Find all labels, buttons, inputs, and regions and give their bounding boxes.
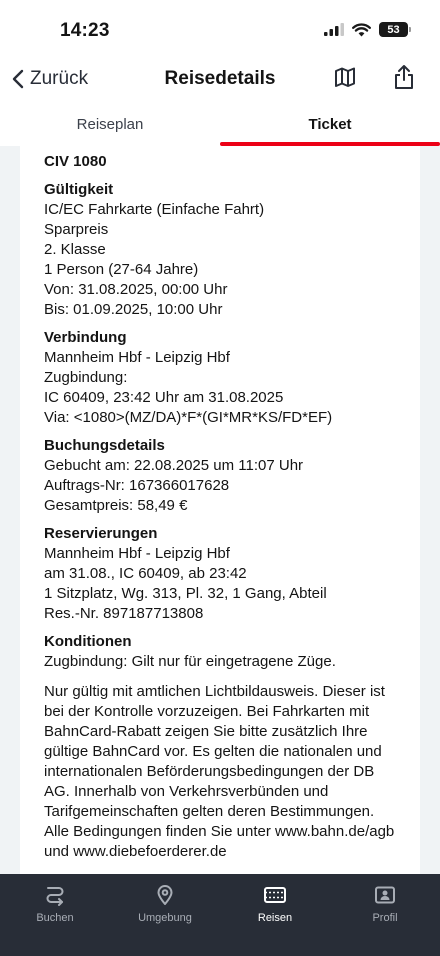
connection-section bbox=[44, 328, 396, 428]
navigation-bar bbox=[0, 58, 440, 100]
validity-line: 2. Klasse bbox=[44, 241, 106, 258]
ticket-details-card bbox=[20, 146, 420, 874]
tabbar-label: Umgebung bbox=[138, 912, 192, 924]
profile-card-icon bbox=[374, 884, 396, 906]
ticket-icon bbox=[263, 884, 287, 906]
tabbar-item-buchen[interactable] bbox=[0, 884, 110, 956]
share-button[interactable] bbox=[393, 64, 415, 95]
segment-tabs bbox=[0, 100, 440, 146]
status-bar bbox=[0, 0, 440, 58]
validity-line: IC/EC Fahrkarte (Einfache Fahrt) bbox=[44, 201, 265, 218]
validity-line: 1 Person (27-64 Jahre) bbox=[44, 261, 199, 278]
section-title: Verbindung bbox=[44, 329, 127, 346]
section-title: Reservierungen bbox=[44, 525, 158, 542]
section-title: Konditionen bbox=[44, 633, 132, 650]
booking-line: Gebucht am: 22.08.2025 um 11:07 Uhr bbox=[44, 457, 304, 474]
booking-line: Gesamtpreis: 58,49 € bbox=[44, 497, 188, 514]
route-icon bbox=[44, 884, 66, 906]
validity-line: Sparpreis bbox=[44, 221, 109, 238]
location-pin-icon bbox=[154, 884, 176, 906]
tabbar-item-reisen[interactable] bbox=[220, 884, 330, 956]
wifi-icon bbox=[352, 23, 371, 37]
status-time: 14:23 bbox=[60, 20, 110, 41]
tab-ticket[interactable]: Ticket bbox=[220, 100, 440, 146]
map-icon bbox=[334, 66, 356, 88]
cellular-signal-icon bbox=[324, 23, 344, 36]
reservation-line: Mannheim Hbf - Leipzig Hbf bbox=[44, 545, 230, 562]
connection-line: IC 60409, 23:42 Uhr am 31.08.2025 bbox=[44, 389, 284, 406]
battery-icon bbox=[379, 22, 408, 37]
tabbar-label: Buchen bbox=[36, 912, 74, 924]
section-title: Buchungsdetails bbox=[44, 437, 165, 454]
tabbar-item-umgebung[interactable] bbox=[110, 884, 220, 956]
bottom-tab-bar bbox=[0, 874, 440, 956]
conditions-text: Nur gültig mit amtlichen Lichtbildausweis. Dieser ist bei der Kontrolle vorzuzeigen. Bei Fahrkarten mit BahnCard-Rabatt zeigen Sie bitte zusätzlich Ihre gültige BahnCard vor. Es gelten die nationalen und internationalen Beförderungsbedingungen der DB AG. Innerhalb von Verkehrsverbünden und Tarifgemeinschaften gelten deren Bestimmungen. Alle Bedingungen finden Sie unter www.bahn.de/agb und www.diebefoerderer.de bbox=[44, 683, 395, 860]
connection-line: Mannheim Hbf - Leipzig Hbf bbox=[44, 349, 230, 366]
status-icons bbox=[324, 22, 408, 37]
validity-line: Von: 31.08.2025, 00:00 Uhr bbox=[44, 281, 228, 298]
battery-level: 53 bbox=[387, 23, 400, 36]
tabbar-label: Reisen bbox=[257, 912, 293, 924]
map-button[interactable] bbox=[334, 66, 356, 93]
back-button-label: Zurück bbox=[30, 68, 89, 89]
tabbar-label: Profil bbox=[372, 912, 398, 924]
conditions-section bbox=[44, 632, 396, 862]
booking-section bbox=[44, 436, 396, 516]
section-title: Gültigkeit bbox=[44, 181, 114, 198]
reservations-section bbox=[44, 524, 396, 624]
conditions-line: Zugbindung: Gilt nur für eingetragene Züge. bbox=[44, 653, 336, 670]
reservation-line: 1 Sitzplatz, Wg. 313, Pl. 32, 1 Gang, Abteil bbox=[44, 585, 327, 602]
validity-section bbox=[44, 180, 396, 320]
page-title: Reisedetails bbox=[164, 68, 276, 89]
validity-line: Bis: 01.09.2025, 10:00 Uhr bbox=[44, 301, 223, 318]
share-icon bbox=[393, 64, 415, 90]
connection-line: Zugbindung: bbox=[44, 369, 128, 386]
booking-line: Auftrags-Nr: 167366017628 bbox=[44, 477, 230, 494]
ticket-code: CIV 1080 bbox=[44, 153, 107, 170]
reservation-line: am 31.08., IC 60409, ab 23:42 bbox=[44, 565, 247, 582]
tab-reiseplan[interactable]: Reiseplan bbox=[76, 116, 144, 133]
connection-line: Via: <1080>(MZ/DA)*F*(GI*MR*KS/FD*EF) bbox=[44, 409, 333, 426]
tabbar-item-profil[interactable] bbox=[330, 884, 440, 956]
reservation-line: Res.-Nr. 897187713808 bbox=[44, 605, 204, 622]
